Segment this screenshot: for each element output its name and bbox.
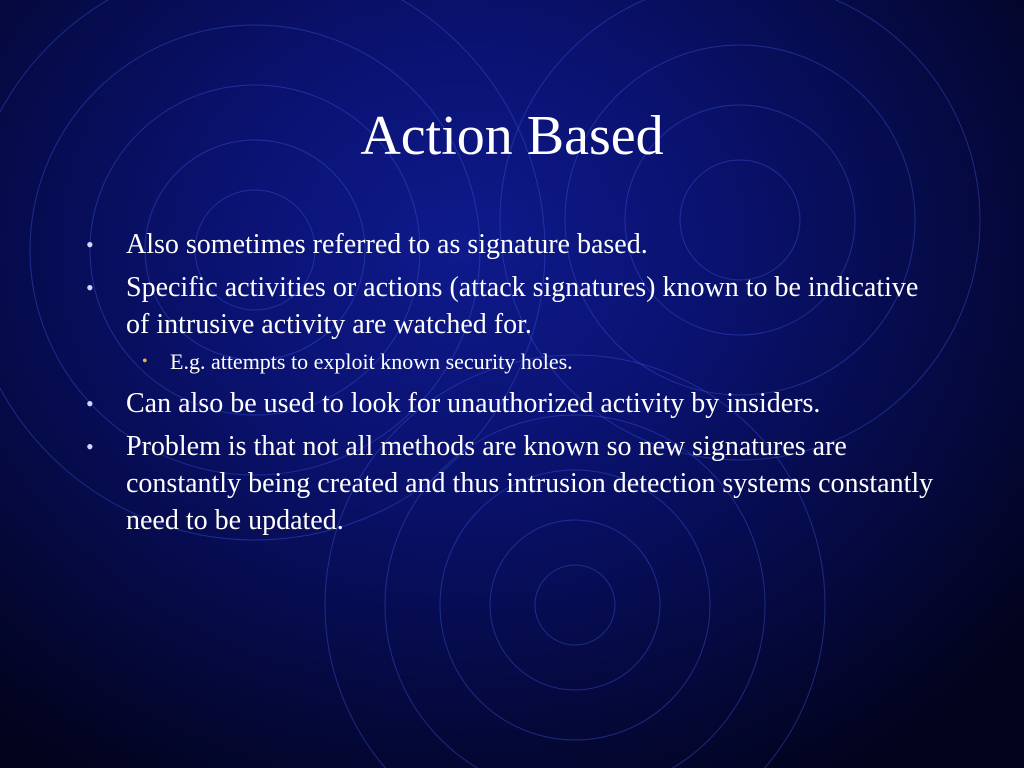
- bullet-text: Specific activities or actions (attack signatures) known to be indicative of intrusive activity are watched for.: [126, 272, 919, 340]
- bullet-item: [86, 226, 946, 263]
- bullet-text: Problem is that not all methods are known so new signatures are constantly being created and thus intrusion detection systems constantly need to be updated.: [126, 431, 934, 536]
- sub-bullet-text: E.g. attempts to exploit known security holes.: [170, 349, 573, 374]
- sub-bullet-item: [86, 347, 946, 377]
- bullet-text: Can also be used to look for unauthorized activity by insiders.: [126, 388, 821, 419]
- bullet-item: [86, 385, 946, 422]
- bullet-item: [86, 269, 946, 343]
- bullet-icon: •: [86, 434, 94, 459]
- bullet-list: [86, 226, 946, 545]
- bullet-icon: •: [86, 391, 94, 416]
- bullet-item: [86, 428, 946, 539]
- slide-title: Action Based: [360, 105, 664, 167]
- sub-bullet-icon: •: [142, 353, 148, 370]
- bullet-text: Also sometimes referred to as signature based.: [126, 229, 648, 260]
- bullet-icon: •: [86, 275, 94, 300]
- bullet-icon: •: [86, 232, 94, 257]
